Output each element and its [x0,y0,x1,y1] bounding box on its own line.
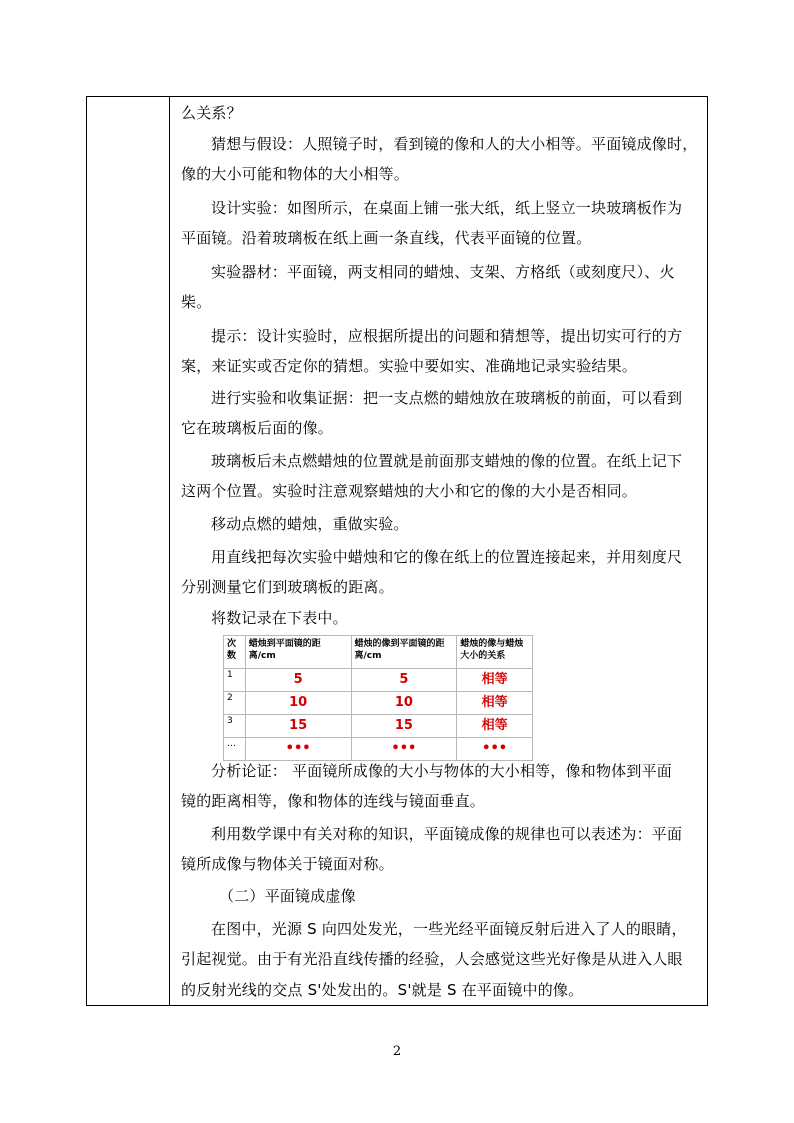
table-cell: 5 [351,669,457,692]
paragraph: 镜所成像与物体关于镜面对称。 [181,855,394,873]
paragraph: 它在玻璃板后面的像。 [181,419,334,437]
paragraph: 么关系？ [181,104,242,122]
table-cell: 1 [224,669,246,692]
paragraph: 将数记录在下表中。 [211,609,348,627]
column-divider [169,97,170,1005]
table-cell: 3 [224,715,246,738]
table-header-row [224,636,533,669]
table-header-cell: 蜡烛到平面镜的距离/cm [245,636,351,669]
table-header-cell: 蜡烛的像与蜡烛大小的关系 [457,636,533,669]
paragraph: 这两个位置。实验时注意观察蜡烛的大小和它的像的大小是否相同。 [181,482,638,500]
table-cell: 10 [351,692,457,715]
table-row [224,669,533,692]
table-cell: 15 [351,715,457,738]
table-cell: 2 [224,692,246,715]
paragraph: 提示：设计实验时，应根据所提出的问题和猜想等，提出切实可行的方 [211,327,683,345]
table-cell: 10 [245,692,351,715]
paragraph: 用直线把每次实验中蜡烛和它的像在纸上的位置连接起来，并用刻度尺 [211,548,683,566]
paragraph: 镜的距离相等，像和物体的连线与镜面垂直。 [181,792,486,810]
paragraph: 玻璃板后未点燃蜡烛的位置就是前面那支蜡烛的像的位置。在纸上记下 [211,452,683,470]
page-number: 2 [392,1044,402,1059]
data-table [223,635,533,761]
table-cell: ••• [351,738,457,761]
table-cell: 相等 [457,715,533,738]
table-header-cell: 蜡烛的像到平面镜的距离/cm [351,636,457,669]
table-row [224,692,533,715]
table-cell: 15 [245,715,351,738]
page-frame [86,96,708,1006]
paragraph: 引起视觉。由于有光沿直线传播的经验，人会感觉这些光好像是从进入人眼 [181,950,683,968]
table-cell: 相等 [457,669,533,692]
paragraph: 在图中，光源 S 向四处发光，一些光经平面镜反射后进入了人的眼睛， [211,920,687,938]
paragraph: 案，来证实或否定你的猜想。实验中要如实、准确地记录实验结果。 [181,357,638,375]
paragraph: 的反射光线的交点 S'处发出的。S'就是 S 在平面镜中的像。 [181,981,584,999]
paragraph: 平面镜。沿着玻璃板在纸上画一条直线，代表平面镜的位置。 [181,229,592,247]
paragraph: 猜想与假设：人照镜子时，看到镜的像和人的大小相等。平面镜成像时， [211,135,698,153]
paragraph: 进行实验和收集证据：把一支点燃的蜡烛放在玻璃板的前面，可以看到 [211,389,683,407]
table-cell: ••• [245,738,351,761]
table-cell: ••• [457,738,533,761]
paragraph: 移动点燃的蜡烛，重做实验。 [211,515,409,533]
paragraph: 分析论证： 平面镜所成像的大小与物体的大小相等，像和物体到平面 [211,762,672,780]
table-header-cell: 次数 [224,636,246,669]
paragraph: 柴。 [181,293,212,311]
paragraph: 像的大小可能和物体的大小相等。 [181,165,410,183]
section-heading: （二）平面镜成虚像 [219,887,356,905]
table-row [224,715,533,738]
paragraph: 分别测量它们到玻璃板的距离。 [181,578,394,596]
paragraph: 利用数学课中有关对称的知识，平面镜成像的规律也可以表述为：平面 [211,825,683,843]
paragraph: 设计实验：如图所示，在桌面上铺一张大纸，纸上竖立一块玻璃板作为 [211,199,683,217]
table-cell: 相等 [457,692,533,715]
paragraph: 实验器材：平面镜，两支相同的蜡烛、支架、方格纸（或刻度尺）、火 [211,263,675,281]
table-cell: … [224,738,246,761]
table-cell: 5 [245,669,351,692]
